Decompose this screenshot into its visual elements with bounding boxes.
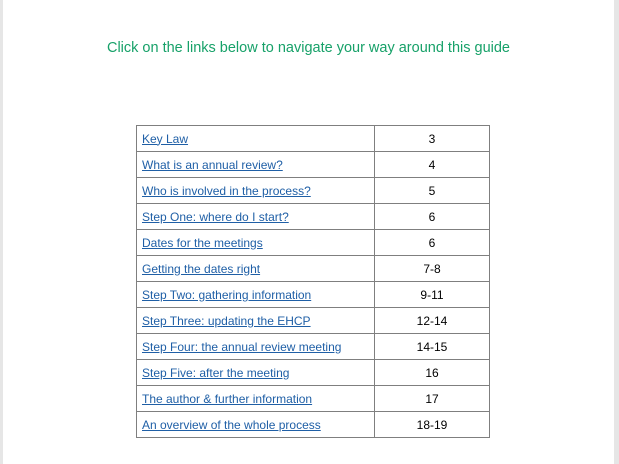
toc-link-step-four[interactable]: Step Four: the annual review meeting [142, 339, 342, 354]
toc-link-annual-review[interactable]: What is an annual review? [142, 157, 283, 172]
toc-title-cell [137, 178, 375, 204]
toc-link-key-law[interactable]: Key Law [142, 131, 189, 146]
table-row [137, 334, 490, 360]
toc-link-overview[interactable]: An overview of the whole process [142, 417, 321, 432]
toc-page-number: 17 [375, 386, 490, 412]
table-row [137, 360, 490, 386]
toc-link-step-five[interactable]: Step Five: after the meeting [142, 365, 290, 380]
toc-page-number: 4 [375, 152, 490, 178]
toc-title-cell [137, 282, 375, 308]
table-row [137, 412, 490, 438]
toc-title-cell [137, 204, 375, 230]
table-row [137, 256, 490, 282]
toc-title-cell [137, 334, 375, 360]
toc-title-cell [137, 308, 375, 334]
toc-title-cell [137, 126, 375, 152]
table-row [137, 282, 490, 308]
toc-page-number: 12-14 [375, 308, 490, 334]
toc-page-number: 7-8 [375, 256, 490, 282]
table-row [137, 386, 490, 412]
toc-link-who-is-involved[interactable]: Who is involved in the process? [142, 183, 311, 198]
toc-page-number: 6 [375, 204, 490, 230]
toc-page-number: 16 [375, 360, 490, 386]
toc-link-getting-dates-right[interactable]: Getting the dates right [142, 261, 261, 276]
toc-link-step-three[interactable]: Step Three: updating the EHCP [142, 313, 311, 328]
table-row [137, 308, 490, 334]
table-row [137, 178, 490, 204]
toc-link-dates-for-meetings[interactable]: Dates for the meetings [142, 235, 263, 250]
toc-title-cell [137, 412, 375, 438]
toc-page-number: 9-11 [375, 282, 490, 308]
toc-title-cell [137, 230, 375, 256]
toc-link-step-one[interactable]: Step One: where do I start? [142, 209, 289, 224]
toc-page-number: 18-19 [375, 412, 490, 438]
document-page [3, 0, 614, 464]
toc-page-number: 3 [375, 126, 490, 152]
toc-title-cell [137, 360, 375, 386]
toc-link-step-two[interactable]: Step Two: gathering information [142, 287, 312, 302]
toc-page-number: 14-15 [375, 334, 490, 360]
table-row [137, 152, 490, 178]
toc-link-author[interactable]: The author & further information [142, 391, 313, 406]
toc-title-cell [137, 386, 375, 412]
toc-title-cell [137, 152, 375, 178]
toc-title-cell [137, 256, 375, 282]
table-row [137, 126, 490, 152]
intro-text: Click on the links below to navigate your way around this guide [106, 40, 510, 56]
table-row [137, 230, 490, 256]
toc-page-number: 5 [375, 178, 490, 204]
toc-page-number: 6 [375, 230, 490, 256]
table-of-contents [136, 125, 490, 438]
table-row [137, 204, 490, 230]
